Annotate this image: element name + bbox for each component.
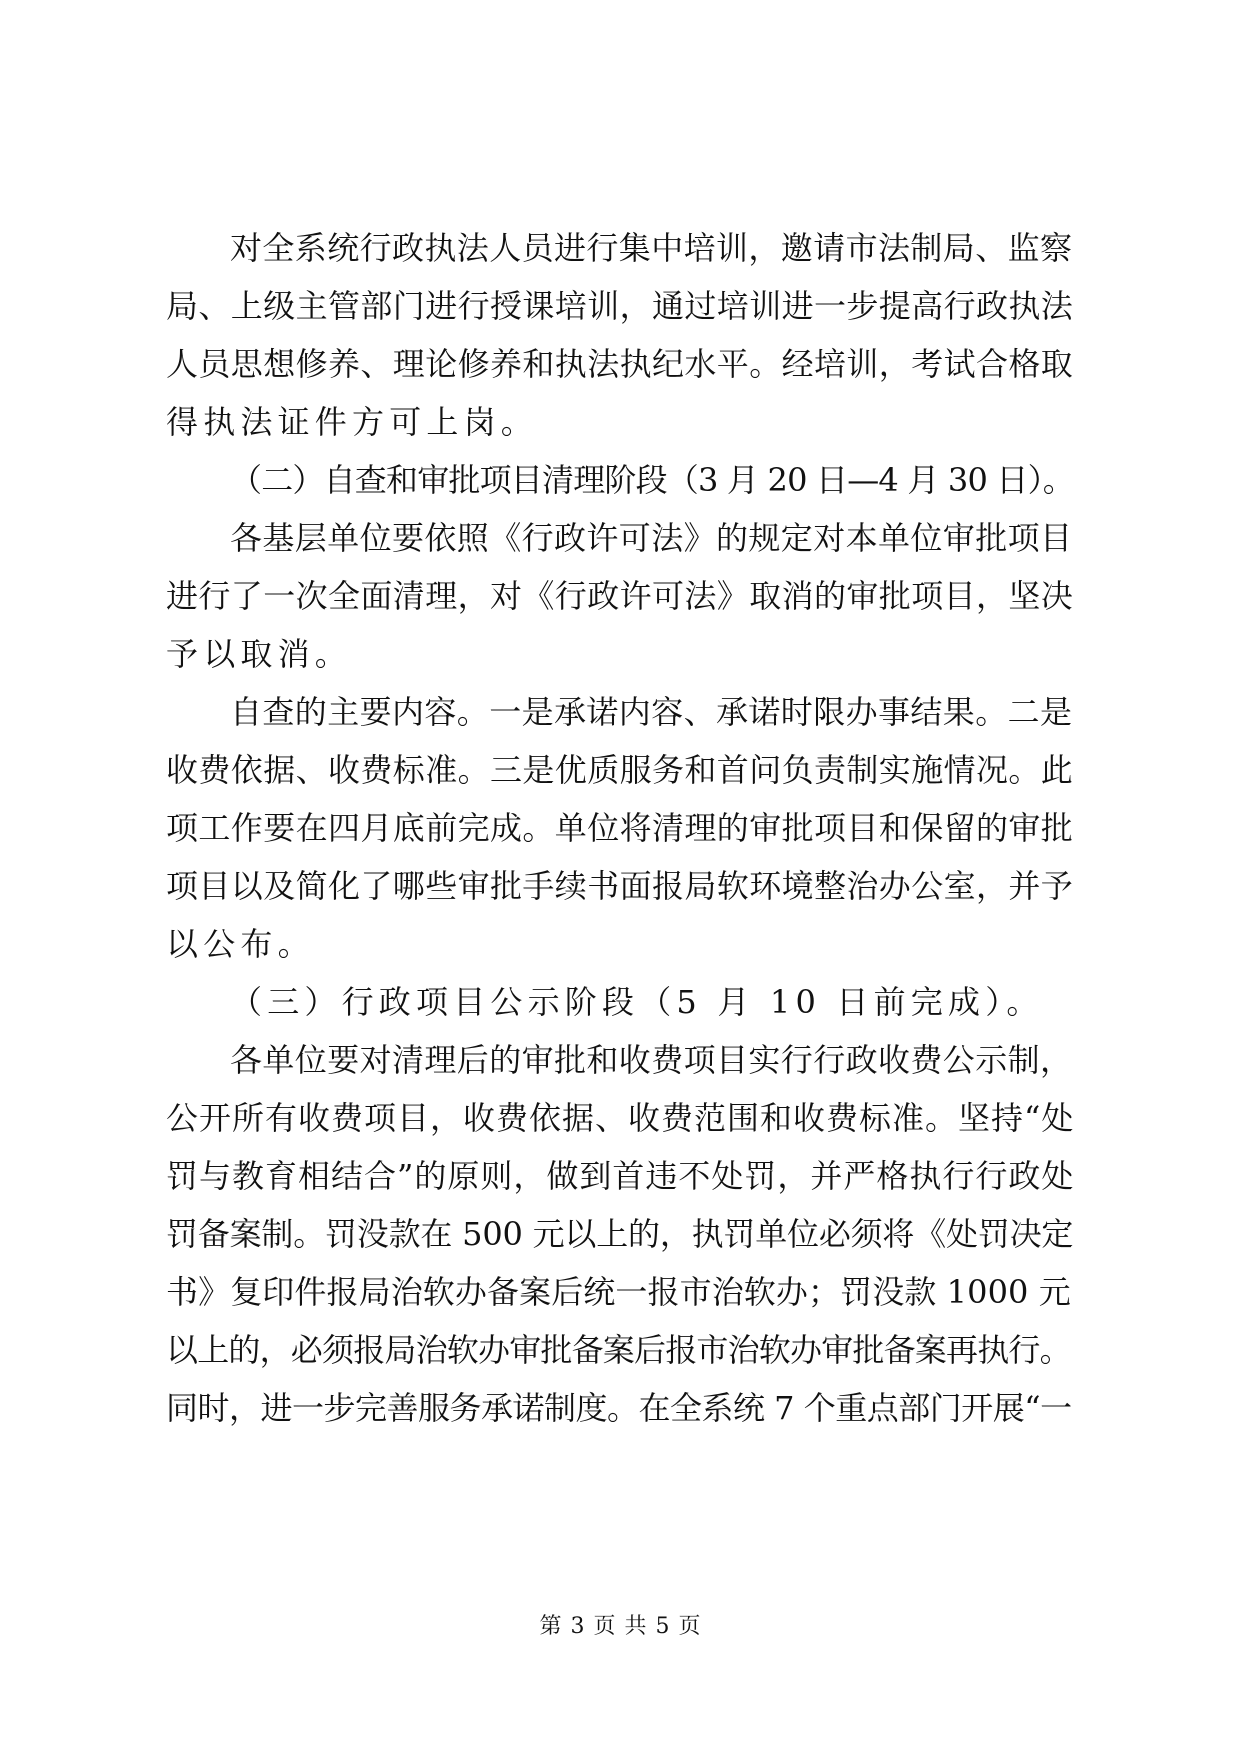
text-line: 进行了一次全面清理，对《行政许可法》取消的审批项目，坚决 [166, 577, 1074, 615]
text-line: 得执法证件方可上岗。 [166, 403, 539, 441]
page-footer: 第 3 页 共 5 页 [539, 1614, 702, 1639]
text-line: 自查的主要内容。一是承诺内容、承诺时限办事结果。二是 [230, 693, 1073, 731]
text-line: 以公布。 [166, 925, 315, 963]
text-line: 对全系统行政执法人员进行集中培训，邀请市法制局、监察 [230, 229, 1073, 267]
text-line: 局、上级主管部门进行授课培训，通过培训进一步提高行政执法 [166, 287, 1074, 325]
text-line: 收费依据、收费标准。三是优质服务和首问负责制实施情况。此 [166, 751, 1074, 789]
text-line: 予以取消。 [166, 635, 353, 673]
text-line: 项目以及简化了哪些审批手续书面报局软环境整治办公室，并予 [166, 867, 1074, 905]
text-line: 以上的，必须报局治软办审批备案后报市治软办审批备案再执行。 [166, 1331, 1071, 1369]
text-line: 各基层单位要依照《行政许可法》的规定对本单位审批项目 [230, 519, 1073, 557]
text-line: 人员思想修养、理论修养和执法执纪水平。经培训，考试合格取 [166, 345, 1074, 383]
text-line: 罚备案制。罚没款在 500 元以上的，执罚单位必须将《处罚决定 [166, 1215, 1074, 1253]
text-line: 各单位要对清理后的审批和收费项目实行行政收费公示制， [230, 1041, 1073, 1079]
text-line: 公开所有收费项目，收费依据、收费范围和收费标准。坚持“处 [166, 1099, 1075, 1137]
section-heading: （三）行政项目公示阶段（5 月 10 日前完成）。 [230, 983, 1044, 1021]
text-line: 同时，进一步完善服务承诺制度。在全系统 7 个重点部门开展“一 [166, 1389, 1072, 1427]
section-heading: （二）自查和审批项目清理阶段（3 月 20 日—4 月 30 日）。 [230, 461, 1074, 499]
text-line: 项工作要在四月底前完成。单位将清理的审批项目和保留的审批 [166, 809, 1074, 847]
text-line: 书》复印件报局治软办备案后统一报市治软办；罚没款 1000 元 [166, 1273, 1071, 1311]
text-line: 罚与教育相结合”的原则，做到首违不处罚，并严格执行行政处 [166, 1157, 1075, 1195]
